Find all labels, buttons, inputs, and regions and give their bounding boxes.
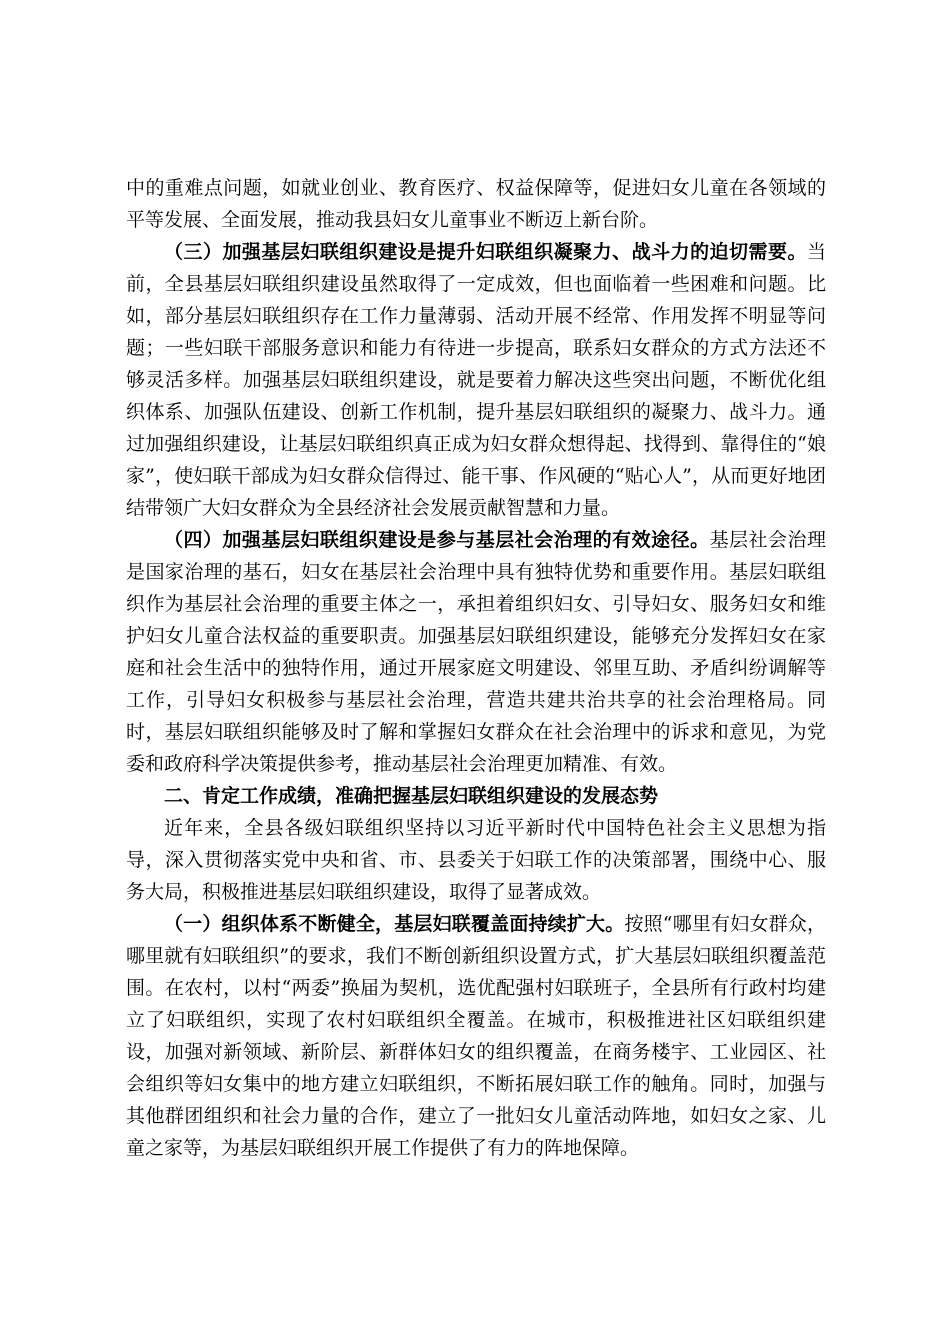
- paragraph-intro: [126, 812, 826, 908]
- paragraph-section-four: [126, 524, 826, 780]
- paragraph-lead: （一）组织体系不断健全，基层妇联覆盖面持续扩大。: [164, 913, 625, 935]
- paragraph-lead: （三）加强基层妇联组织建设是提升妇联组织凝聚力、战斗力的迫切需要。: [164, 241, 807, 263]
- paragraph-text: 按照“哪里有妇女群众，哪里就有妇联组织”的要求，我们不断创新组织设置方式，扩大基层妇联组织覆盖范围。在农村，以村“两委”换届为契机，选优配强村妇联班子，全县所有行政村均建立了妇联组织，实现了农村妇联组织全覆盖。在城市，积极推进社区妇联组织建设，加强对新领域、新阶层、新群体妇女的组织覆盖，在商务楼宇、工业园区、社会组织等妇女集中的地方建立妇联组织，不断拓展妇联工作的触角。同时，加强与其他群团组织和社会力量的合作，建立了一批妇女儿童活动阵地，如妇女之家、儿童之家等，为基层妇联组织开展工作提供了有力的阵地保障。: [126, 913, 826, 1159]
- paragraph-subsection-one: [126, 908, 826, 1164]
- paragraph-text: 当前，全县基层妇联组织建设虽然取得了一定成效，但也面临着一些困难和问题。比如，部分基层妇联组织存在工作力量薄弱、活动开展不经常、作用发挥不明显等问题；一些妇联干部服务意识和能力有待进一步提高，联系妇女群众的方式方法还不够灵活多样。加强基层妇联组织建设，就是要着力解决这些突出问题，不断优化组织体系、加强队伍建设、创新工作机制，提升基层妇联组织的凝聚力、战斗力。通过加强组织建设，让基层妇联组织真正成为妇女群众想得起、找得到、靠得住的“娘家”，使妇联干部成为妇女群众信得过、能干事、作风硬的“贴心人”，从而更好地团结带领广大妇女群众为全县经济社会发展贡献智慧和力量。: [126, 241, 826, 519]
- paragraph-text: 中的重难点问题，如就业创业、教育医疗、权益保障等，促进妇女儿童在各领域的平等发展、全面发展，推动我县妇女儿童事业不断迈上新台阶。: [126, 177, 826, 231]
- paragraph-lead: （四）加强基层妇联组织建设是参与基层社会治理的有效途径。: [164, 529, 710, 551]
- paragraph-text: 基层社会治理是国家治理的基石，妇女在基层社会治理中具有独特优势和重要作用。基层妇联组织作为基层社会治理的重要主体之一，承担着组织妇女、引导妇女、服务妇女和维护妇女儿童合法权益的重要职责。加强基层妇联组织建设，能够充分发挥妇女在家庭和社会生活中的独特作用，通过开展家庭文明建设、邻里互助、矛盾纠纷调解等工作，引导妇女积极参与基层社会治理，营造共建共治共享的社会治理格局。同时，基层妇联组织能够及时了解和掌握妇女群众在社会治理中的诉求和意见，为党委和政府科学决策提供参考，推动基层社会治理更加精准、有效。: [126, 529, 826, 775]
- document-body: [126, 172, 826, 1164]
- paragraph-continuation: [126, 172, 826, 236]
- paragraph-section-three: [126, 236, 826, 524]
- paragraph-text: 近年来，全县各级妇联组织坚持以习近平新时代中国特色社会主义思想为指导，深入贯彻落实党中央和省、市、县委关于妇联工作的决策部署，围绕中心、服务大局，积极推进基层妇联组织建设，取得了显著成效。: [126, 817, 826, 903]
- section-heading: 二、肯定工作成绩，准确把握基层妇联组织建设的发展态势: [164, 785, 659, 807]
